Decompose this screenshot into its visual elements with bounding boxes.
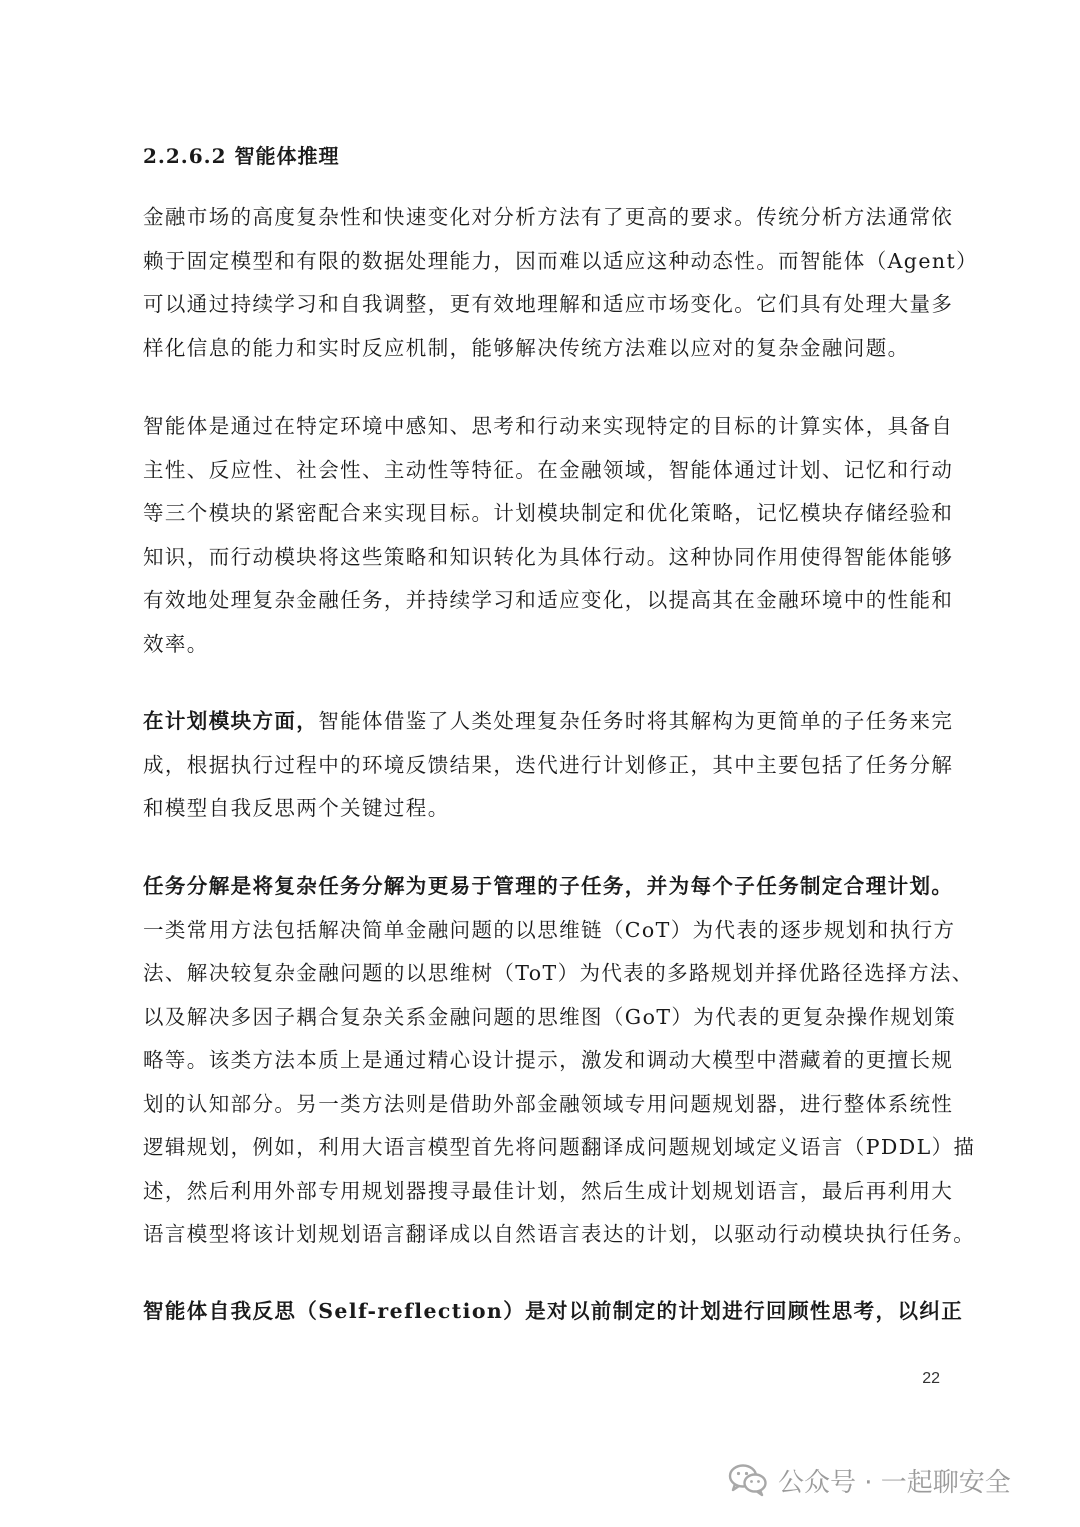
paragraph-2 bbox=[143, 405, 954, 666]
paragraph-4 bbox=[143, 865, 976, 1257]
paragraph-line: 效率。 bbox=[143, 631, 209, 656]
paragraph-lead: 在计划模块方面， bbox=[143, 709, 319, 733]
paragraph-line: 语言模型将该计划规划语言翻译成以自然语言表达的计划，以驱动行动模块执行任务。 bbox=[143, 1222, 976, 1246]
paragraph-line bbox=[143, 700, 954, 744]
paragraph-line bbox=[143, 865, 954, 909]
paragraph-line: 主性、反应性、社会性、主动性等特征。在金融领域，智能体通过计划、记忆和行动 bbox=[143, 457, 954, 482]
paragraph-line: 可以通过持续学习和自我调整，更有效地理解和适应市场变化。它们具有处理大量多 bbox=[143, 292, 954, 316]
paragraph-line: 划的认知部分。另一类方法则是借助外部金融领域专用问题规划器，进行整体系统性 bbox=[143, 1091, 954, 1116]
paragraph-line: 样化信息的能力和实时反应机制，能够解决传统方法难以应对的复杂金融问题。 bbox=[143, 335, 910, 360]
paragraph-line: 逻辑规划，例如，利用大语言模型首先将问题翻译成问题规划域定义语言（PDDL）描 bbox=[143, 1135, 976, 1159]
paragraph-1 bbox=[143, 196, 978, 370]
paragraph-3 bbox=[143, 700, 954, 831]
paragraph-line: 述，然后利用外部专用规划器搜寻最佳计划，然后生成计划规划语言，最后再利用大 bbox=[143, 1178, 954, 1203]
paragraph-line: 以及解决多因子耦合复杂关系金融问题的思维图（GoT）为代表的更复杂操作规划策 bbox=[143, 1004, 957, 1029]
paragraph-line: 赖于固定模型和有限的数据处理能力，因而难以适应这种动态性。而智能体（Agent） bbox=[143, 248, 978, 273]
section-heading: 2.2.6.2 智能体推理 bbox=[143, 144, 340, 168]
paragraph-line: 和模型自我反思两个关键过程。 bbox=[143, 796, 450, 820]
paragraph-line: 有效地处理复杂金融任务，并持续学习和适应变化，以提高其在金融环境中的性能和 bbox=[143, 588, 954, 612]
paragraph-line: 法、解决较复杂金融问题的以思维树（ToT）为代表的多路规划并择优路径选择方法、 bbox=[143, 961, 974, 985]
paragraph-lead: 智能体自我反思（Self-reflection）是对以前制定的计划进行回顾性思考，以纠正 bbox=[143, 1299, 964, 1323]
paragraph-line: 智能体是通过在特定环境中感知、思考和行动来实现特定的目标的计算实体，具备自 bbox=[143, 414, 954, 438]
paragraph-lead: 任务分解是将复杂任务分解为更易于管理的子任务，并为每个子任务制定合理计划。 bbox=[143, 874, 954, 898]
paragraph-line: 略等。该类方法本质上是通过精心设计提示，激发和调动大模型中潜藏着的更擅长规 bbox=[143, 1048, 954, 1072]
page-number: 22 bbox=[922, 1370, 940, 1387]
paragraph-text: 智能体借鉴了人类处理复杂任务时将其解构为更简单的子任务来完 bbox=[318, 709, 954, 733]
paragraph-line: 等三个模块的紧密配合来实现目标。计划模块制定和优化策略，记忆模块存储经验和 bbox=[143, 501, 954, 525]
paragraph-line: 成，根据执行过程中的环境反馈结果，迭代进行计划修正，其中主要包括了任务分解 bbox=[143, 752, 954, 777]
paragraph-line: 知识，而行动模块将这些策略和知识转化为具体行动。这种协同作用使得智能体能够 bbox=[143, 544, 954, 569]
wechat-icon bbox=[728, 1463, 768, 1497]
paragraph-line: 金融市场的高度复杂性和快速变化对分析方法有了更高的要求。传统分析方法通常依 bbox=[143, 205, 954, 229]
watermark-text: 公众号 · 一起聊安全 bbox=[778, 1467, 1011, 1498]
paragraph-line: 一类常用方法包括解决简单金融问题的以思维链（CoT）为代表的逐步规划和执行方 bbox=[143, 917, 956, 942]
paragraph-5 bbox=[143, 1290, 964, 1334]
watermark bbox=[728, 1458, 1011, 1502]
